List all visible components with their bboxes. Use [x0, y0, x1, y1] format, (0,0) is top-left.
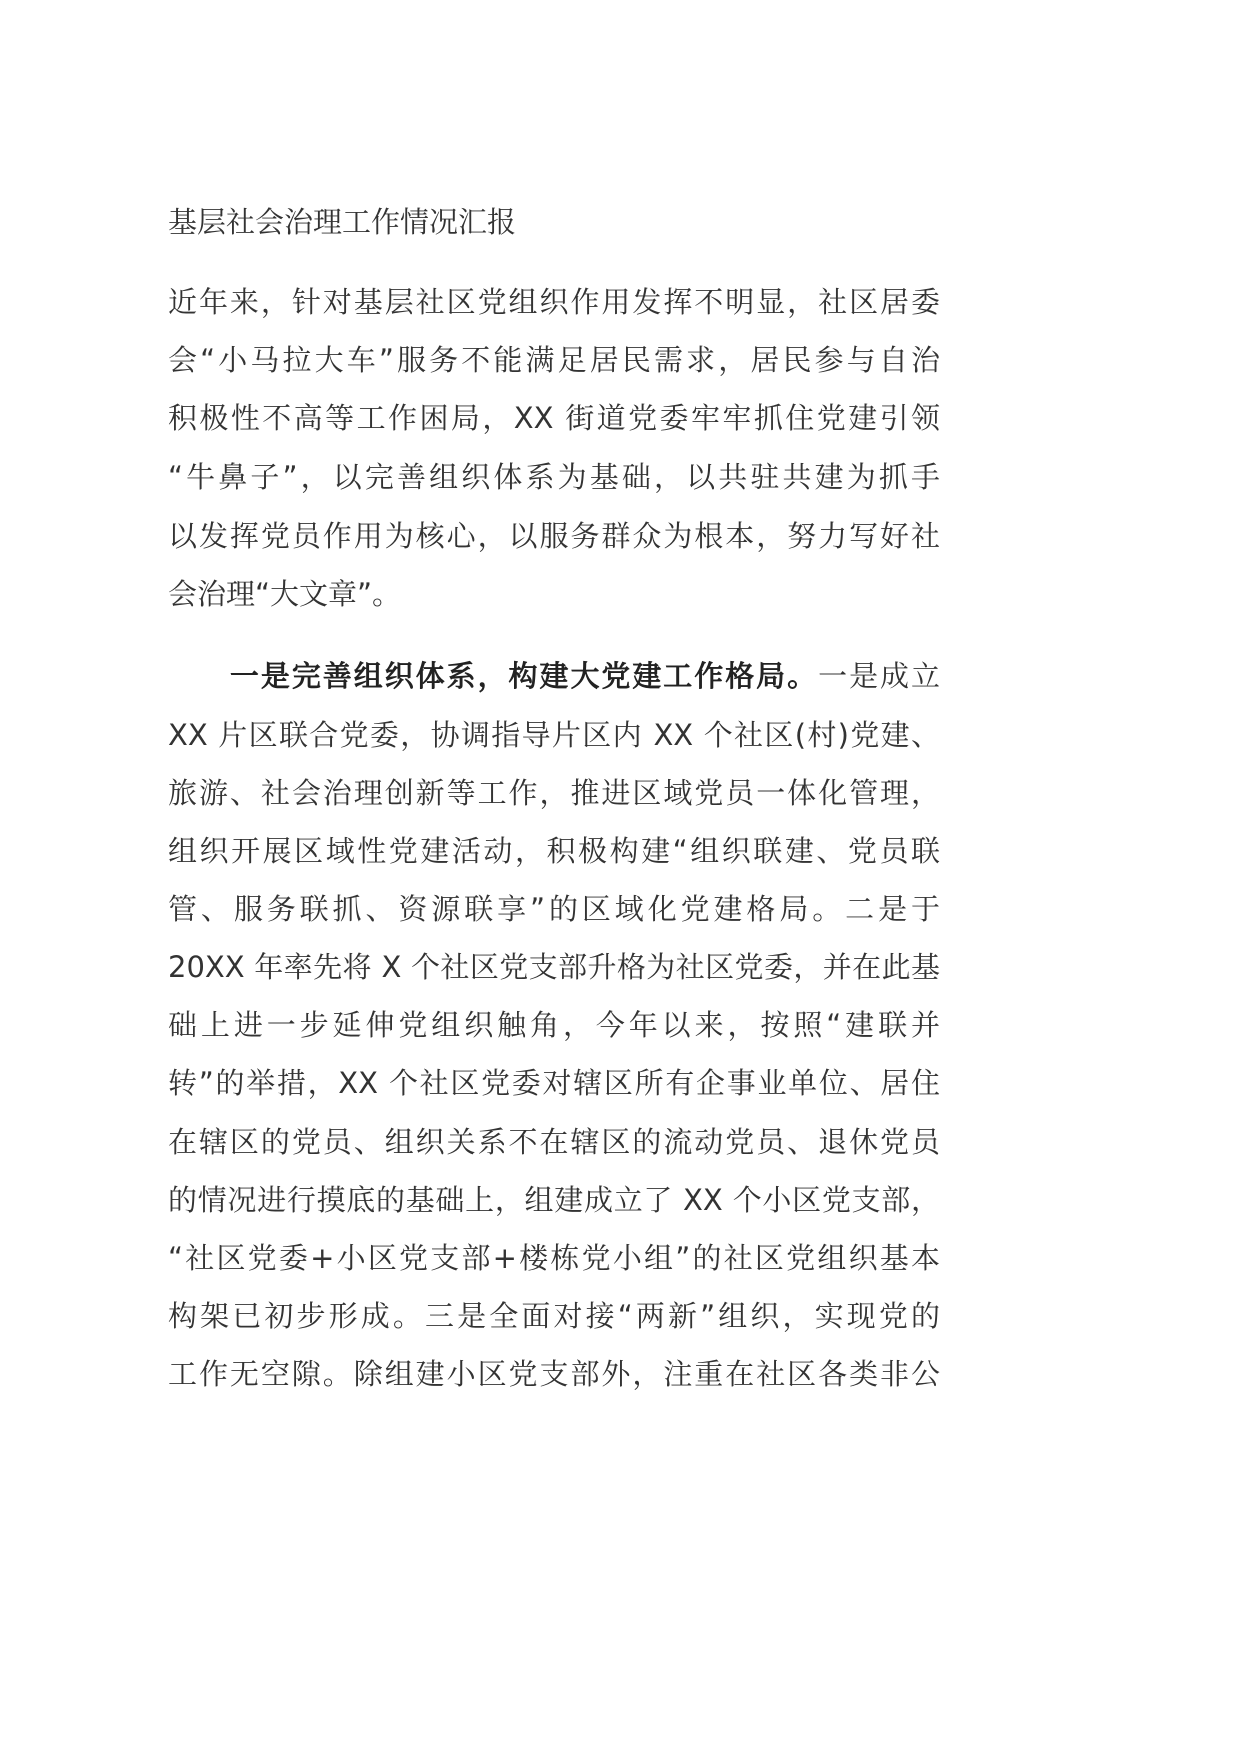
text-line: 近年来，针对基层社区党组织作用发挥不明显，社区居委: [168, 285, 940, 319]
text-line: 组织开展区域性党建活动，积极构建“组织联建、党员联: [168, 834, 940, 868]
text-line: 旅游、社会治理创新等工作，推进区域党员一体化管理，: [168, 776, 940, 810]
indent: [168, 659, 230, 693]
text-line: [168, 654, 940, 698]
text-line: 构架已初步形成。三是全面对接“两新”组织，实现党的: [168, 1299, 940, 1333]
text-line: 在辖区的党员、组织关系不在辖区的流动党员、退休党员: [168, 1125, 940, 1159]
text-line: “牛鼻子”，以完善组织体系为基础，以共驻共建为抓手: [168, 460, 940, 494]
text-line: XX 片区联合党委，协调指导片区内 XX 个社区(村)党建、: [168, 718, 940, 752]
section-heading: 一是完善组织体系，构建大党建工作格局。: [229, 659, 819, 693]
text-line: 会治理“大文章”。: [168, 577, 402, 611]
text-line: 转”的举措，XX 个社区党委对辖区所有企事业单位、居住: [168, 1066, 940, 1100]
text-span: 一是成立: [818, 659, 940, 693]
text-line: 工作无空隙。除组建小区党支部外，注重在社区各类非公: [168, 1357, 940, 1391]
text-line: “社区党委+小区党支部+楼栋党小组”的社区党组织基本: [168, 1241, 940, 1275]
text-line: 础上进一步延伸党组织触角，今年以来，按照“建联并: [168, 1008, 940, 1042]
document-title: 基层社会治理工作情况汇报: [168, 205, 517, 239]
text-line: 会“小马拉大车”服务不能满足居民需求，居民参与自治: [168, 343, 940, 377]
text-line: 积极性不高等工作困局，XX 街道党委牢牢抓住党建引领: [168, 401, 940, 435]
text-line: 的情况进行摸底的基础上，组建成立了 XX 个小区党支部，: [168, 1183, 940, 1217]
text-line: 以发挥党员作用为核心，以服务群众为根本，努力写好社: [168, 519, 940, 553]
text-line: 20XX 年率先将 X 个社区党支部升格为社区党委，并在此基: [168, 950, 940, 984]
text-line: 管、服务联抓、资源联享”的区域化党建格局。二是于: [168, 892, 940, 926]
